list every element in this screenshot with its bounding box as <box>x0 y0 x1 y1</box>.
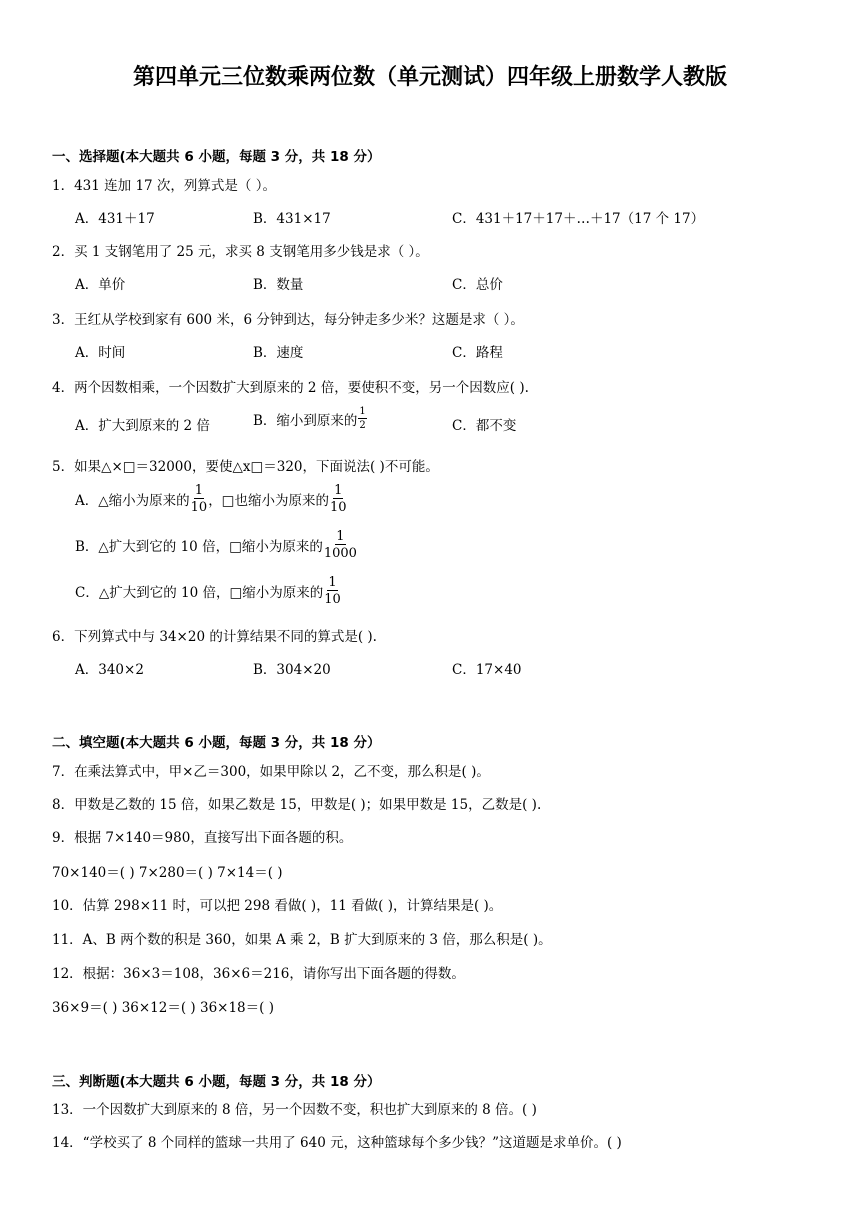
question-6-option-a: A．340×2 <box>75 662 144 678</box>
fraction-denominator: 10 <box>190 500 208 515</box>
question-5-option-a <box>75 484 348 514</box>
question-5-option-c-text: C．△扩大到它的 10 倍，□缩小为原来的 <box>75 585 324 601</box>
fraction-denominator: 10 <box>329 500 347 515</box>
question-6-option-b: B．304×20 <box>253 662 331 678</box>
section-header-choice: 一、选择题(本大题共 6 小题，每题 3 分，共 18 分） <box>52 149 381 165</box>
question-4-option-b-text: B．缩小到原来的 <box>253 413 358 429</box>
question-7: 7．在乘法算式中，甲×乙＝300，如果甲除以 2，乙不变，那么积是( )。 <box>52 764 490 780</box>
question-5-option-b <box>75 530 358 560</box>
fraction-tenth <box>324 576 341 606</box>
page-title: 第四单元三位数乘两位数（单元测试）四年级上册数学人教版 <box>132 65 727 90</box>
fraction-half <box>358 407 366 431</box>
question-9-stem: 9．根据 7×140＝980，直接写出下面各题的积。 <box>52 830 353 846</box>
question-4-option-c: C．都不变 <box>452 418 517 434</box>
section-header-judge: 三、判断题(本大题共 6 小题，每题 3 分，共 18 分） <box>52 1074 381 1090</box>
question-2-stem: 2．买 1 支钢笔用了 25 元，求买 8 支钢笔用多少钱是求（ ）。 <box>52 244 429 260</box>
section-header-fill: 二、填空题(本大题共 6 小题，每题 3 分，共 18 分） <box>52 735 381 751</box>
question-14: 14．“学校买了 8 个同样的篮球一共用了 640 元，这种篮球每个多少钱？”这道题是求单价。( ) <box>52 1135 622 1151</box>
fraction-tenth <box>191 484 208 514</box>
question-5-stem: 5．如果△×□＝32000，要使△x□＝320，下面说法( )不可能。 <box>52 459 439 475</box>
question-2-option-a: A．单价 <box>75 277 126 293</box>
question-1-option-a: A．431＋17 <box>75 211 155 227</box>
fraction-tenth <box>330 484 347 514</box>
question-12-answers: 36×9＝( ) 36×12＝( ) 36×18＝( ) <box>52 1000 274 1016</box>
question-5-option-b-text: B．△扩大到它的 10 倍，□缩小为原来的 <box>75 539 323 555</box>
fraction-numerator: 1 <box>334 483 343 498</box>
question-2-option-c: C．总价 <box>452 277 503 293</box>
fraction-numerator: 1 <box>194 483 204 498</box>
question-6-stem: 6．下列算式中与 34×20 的计算结果不同的算式是( ). <box>52 629 377 645</box>
question-5-option-a-text2: ，□也缩小为原来的 <box>208 493 329 509</box>
question-3-option-b: B．速度 <box>253 345 304 361</box>
fraction-denominator: 2 <box>359 420 366 431</box>
question-2-option-b: B．数量 <box>253 277 304 293</box>
question-5-option-c <box>75 576 342 606</box>
fraction-denominator: 1000 <box>323 546 357 561</box>
fraction-thousandth <box>324 530 357 560</box>
question-4-option-a: A．扩大到原来的 2 倍 <box>75 418 210 434</box>
question-8: 8．甲数是乙数的 15 倍，如果乙数是 15，甲数是( )；如果甲数是 15，乙数是( ). <box>52 797 542 813</box>
question-1-option-c: C．431＋17＋17＋…＋17（17 个 17） <box>452 211 705 227</box>
question-3-option-c: C．路程 <box>452 345 503 361</box>
fraction-numerator: 1 <box>359 406 366 417</box>
question-5-option-a-text1: A．△缩小为原来的 <box>75 493 190 509</box>
question-4-option-b <box>253 407 368 431</box>
question-13: 13．一个因数扩大到原来的 8 倍，另一个因数不变，积也扩大到原来的 8 倍。( ) <box>52 1102 537 1118</box>
question-4-stem: 4．两个因数相乘，一个因数扩大到原来的 2 倍，要使积不变，另一个因数应( ). <box>52 380 529 396</box>
question-12-stem: 12．根据：36×3＝108，36×6＝216，请你写出下面各题的得数。 <box>52 966 465 982</box>
question-1-stem: 1．431 连加 17 次，列算式是（ ）。 <box>52 178 276 194</box>
fraction-denominator: 10 <box>324 592 341 607</box>
question-9-answers: 70×140＝( ) 7×280＝( ) 7×14＝( ) <box>52 865 283 881</box>
question-10: 10．估算 298×11 时，可以把 298 看做( )，11 看做( )，计算结果是( )。 <box>52 898 503 914</box>
question-3-stem: 3．王红从学校到家有 600 米，6 分钟到达，每分钟走多少米？这题是求（ ）。 <box>52 312 524 328</box>
question-6-option-c: C．17×40 <box>452 662 522 678</box>
question-11: 11．A、B 两个数的积是 360，如果 A 乘 2，B 扩大到原来的 3 倍，那么积是( )。 <box>52 932 552 948</box>
question-1-option-b: B．431×17 <box>253 211 331 227</box>
fraction-numerator: 1 <box>336 529 345 544</box>
fraction-numerator: 1 <box>328 575 337 590</box>
question-3-option-a: A．时间 <box>75 345 126 361</box>
